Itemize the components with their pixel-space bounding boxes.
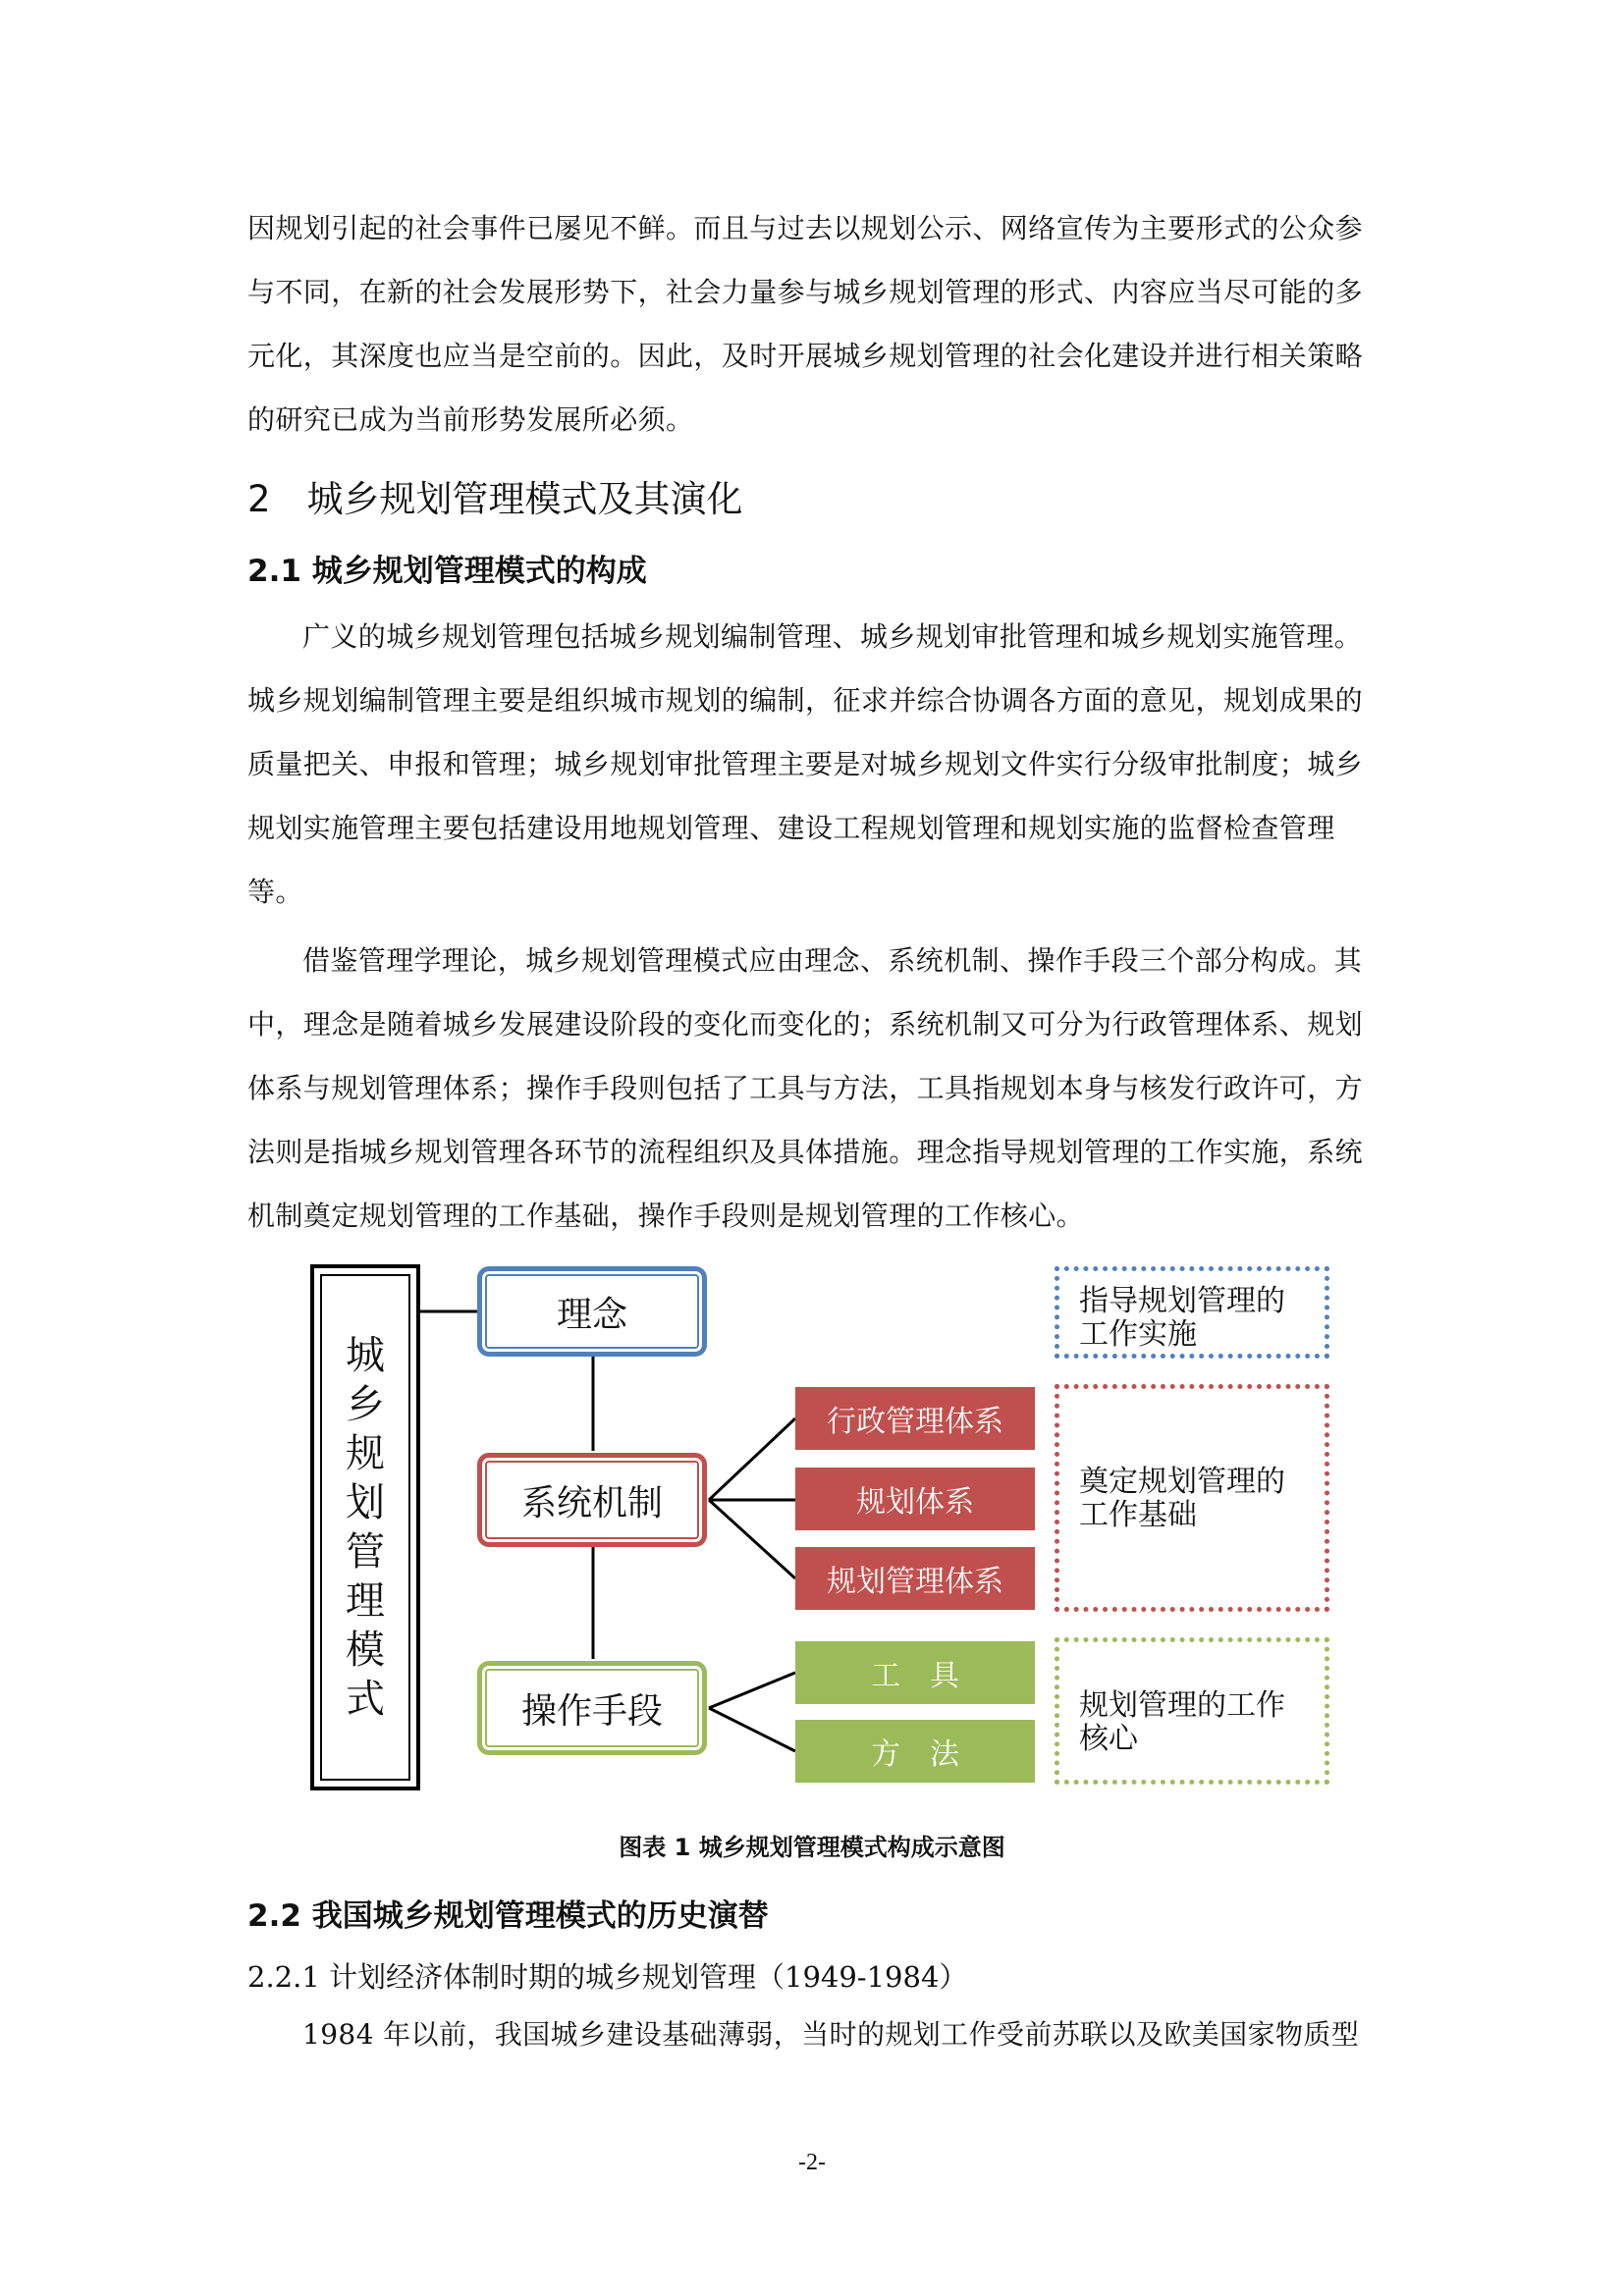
section-2-2-heading: 2.2 我国城乡规划管理模式的历史演替	[247, 1898, 769, 1934]
page-number: -2-	[798, 2150, 826, 2175]
node-operation-means: 操作手段	[477, 1661, 707, 1755]
note-concept: 指导规划管理的工作实施	[1055, 1266, 1329, 1359]
section-2-1-heading: 2.1 城乡规划管理模式的构成	[247, 554, 647, 589]
operation-child-method: 方 法	[795, 1720, 1035, 1783]
note-system: 奠定规划管理的工作基础	[1055, 1384, 1329, 1612]
node-system-mechanism: 系统机制	[477, 1453, 707, 1547]
note-operation: 规划管理的工作核心	[1055, 1637, 1329, 1785]
root-char: 划	[346, 1480, 385, 1525]
connector-operation-method	[709, 1708, 795, 1751]
figure-caption: 图表 1 城乡规划管理模式构成示意图	[619, 1834, 1005, 1861]
section-2-2-1-heading: 2.2.1 计划经济体制时期的城乡规划管理（1949-1984）	[247, 1960, 968, 1994]
section-2-1-paragraph-1: 广义的城乡规划管理包括城乡规划编制管理、城乡规划审批管理和城乡规划实施管理。城乡规划编制管理主要是组织城市规划的编制，征求并综合协调各方面的意见，规划成果的质量把关、申报和管理；城乡规划审批管理主要是对城乡规划文件实行分级审批制度；城乡规划实施管理主要包括建设用地规划管理、建设工程规划管理和规划实施的监督检查管理等。	[247, 620, 1364, 908]
root-char: 式	[346, 1677, 385, 1722]
intro-paragraph: 因规划引起的社会事件已屡见不鲜。而且与过去以规划公示、网络宣传为主要形式的公众参与不同，在新的社会发展形势下，社会力量参与城乡规划管理的形式、内容应当尽可能的多元化，其深度也应当是空前的。因此，及时开展城乡规划管理的社会化建设并进行相关策略的研究已成为当前形势发展所必须。	[247, 212, 1364, 436]
root-char: 理	[346, 1578, 385, 1624]
operation-child-tool: 工 具	[795, 1641, 1035, 1704]
root-char: 乡	[346, 1382, 385, 1427]
root-char: 管	[346, 1529, 385, 1575]
section-2-1-paragraph-2: 借鉴管理学理论，城乡规划管理模式应由理念、系统机制、操作手段三个部分构成。其中，理念是随着城乡发展建设阶段的变化而变化的；系统机制又可分为行政管理体系、规划体系与规划管理体系；操作手段则包括了工具与方法，工具指规划本身与核发行政许可，方法则是指城乡规划管理各环节的流程组织及具体措施。理念指导规划管理的工作实施，系统机制奠定规划管理的工作基础，操作手段则是规划管理的工作核心。	[247, 944, 1364, 1232]
root-char: 城	[346, 1333, 385, 1378]
system-child-planning: 规划体系	[795, 1468, 1035, 1530]
system-child-admin: 行政管理体系	[795, 1387, 1035, 1450]
root-char: 模	[346, 1628, 385, 1673]
section-2-heading: 2 城乡规划管理模式及其演化	[247, 478, 743, 520]
diagram-root-box	[310, 1264, 420, 1790]
section-2-2-1-paragraph: 1984 年以前，我国城乡建设基础薄弱，当时的规划工作受前苏联以及欧美国家物质型	[302, 2018, 1360, 2051]
connector-operation-tool	[709, 1673, 795, 1708]
connector-system-admin	[709, 1418, 795, 1500]
connector-system-planmgmt	[709, 1500, 795, 1578]
system-child-plan-management: 规划管理体系	[795, 1547, 1035, 1610]
node-concept: 理念	[477, 1266, 707, 1357]
root-char: 规	[346, 1431, 385, 1476]
